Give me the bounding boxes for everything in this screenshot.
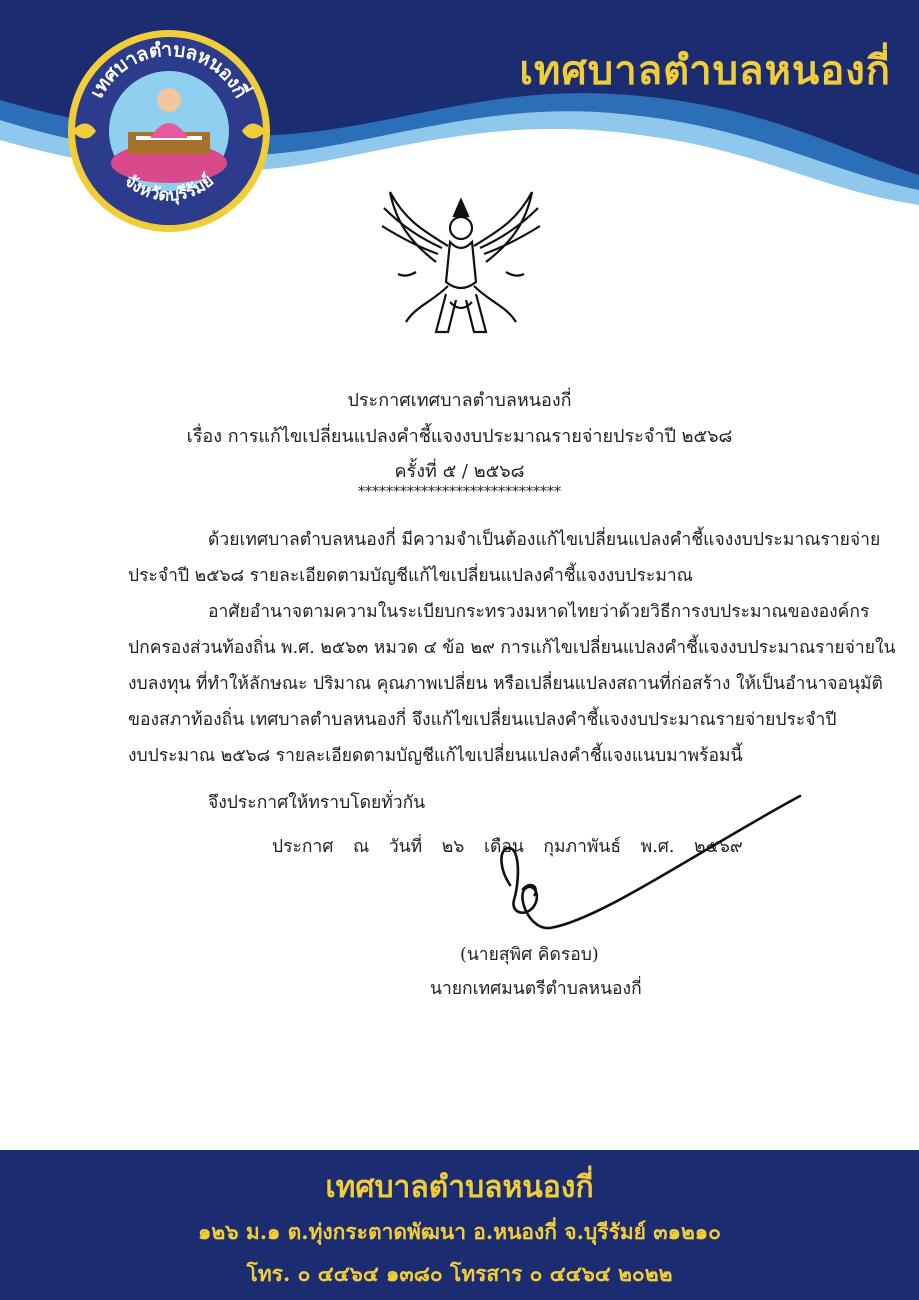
svg-text:จังหวัดบุรีรัมย์: จังหวัดบุรีรัมย์ — [120, 170, 218, 206]
paragraph-line: อาศัยอำนาจตามความในระเบียบกระทรวงมหาดไทยว่าด้วยวิธีการงบประมาณขององค์กร — [208, 602, 870, 622]
paragraph-line: งบลงทุน ที่ทำให้ลักษณะ ปริมาณ คุณภาพเปลี่ยน หรือเปลี่ยนแปลงสถานที่ก่อสร้าง ให้เป็นอำนาจอนุมัติ — [128, 674, 883, 694]
svg-text:เทศบาลตำบลหนองกี่: เทศบาลตำบลหนองกี่ — [85, 38, 253, 102]
announcement-number: ครั้งที่ ๕ / ๒๕๖๘ — [394, 461, 525, 482]
date-announce-label: ประกาศ — [272, 837, 334, 857]
handwritten-signature — [470, 790, 810, 940]
garuda-emblem-icon — [376, 182, 546, 352]
announcement-subject: เรื่อง การแก้ไขเปลี่ยนแปลงคำชี้แจงงบประมาณรายจ่ายประจำปี ๒๕๖๘ — [186, 426, 733, 447]
closing-statement: จึงประกาศให้ทราบโดยทั่วกัน — [208, 793, 426, 813]
paragraph-line: ประจำปี ๒๕๖๘ รายละเอียดตามบัญชีแก้ไขเปลี่ยนแปลงคำชี้แจงงบประมาณ — [128, 566, 693, 586]
paragraph-authority — [128, 594, 896, 774]
footer-org-name: เทศบาลตำบลหนองกี่ — [325, 1170, 594, 1205]
paragraph-line: ด้วยเทศบาลตำบลหนองกี่ มีความจำเป็นต้องแก้ไขเปลี่ยนแปลงคำชี้แจงงบประมาณรายจ่าย — [208, 530, 881, 550]
paragraph-line: ปกครองส่วนท้องถิ่น พ.ศ. ๒๕๖๓ หมวด ๔ ข้อ ๒๙ การแก้ไขเปลี่ยนแปลงคำชี้แจงงบประมาณรายจ่ายใน — [128, 638, 896, 658]
date-day: ๒๖ — [441, 837, 465, 857]
date-month: กุมภาพันธ์ — [543, 837, 622, 857]
date-at-label: ณ — [353, 837, 370, 857]
date-year-label: พ.ศ. — [640, 837, 675, 857]
header-org-name: เทศบาลตำบลหนองกี่ — [519, 48, 891, 94]
date-month-label: เดือน — [484, 837, 524, 857]
announcement-issuer: ประกาศเทศบาลตำบลหนองกี่ — [347, 390, 572, 411]
paragraph-reason — [128, 522, 881, 594]
date-year: ๒๕๖๙ — [694, 837, 743, 857]
paragraph-line: ของสภาท้องถิ่น เทศบาลตำบลหนองกี่ จึงแก้ไขเปลี่ยนแปลงคำชี้แจงงบประมาณรายจ่ายประจำปี — [128, 710, 837, 730]
date-day-label: วันที่ — [388, 837, 423, 857]
separator-line: ***************************** — [358, 484, 561, 500]
signer-name: (นายสุพิศ คิดรอบ) — [460, 945, 599, 965]
signer-title: นายกเทศมนตรีตำบลหนองกี่ — [430, 979, 642, 999]
footer-address: ๑๒๖ ม.๑ ต.ทุ่งกระตาดพัฒนา อ.หนองกี่ จ.บุรีรัมย์ ๓๑๒๑๐ — [198, 1219, 721, 1244]
seal-lettering — [66, 28, 272, 234]
footer — [0, 1150, 919, 1300]
footer-phone: โทร. ๐ ๔๔๖๔ ๑๓๘๐ โทรสาร ๐ ๔๔๖๔ ๒๐๒๒ — [246, 1261, 673, 1286]
paragraph-line: งบประมาณ ๒๕๖๘ รายละเอียดตามบัญชีแก้ไขเปลี่ยนแปลงคำชี้แจงแนบมาพร้อมนี้ — [128, 746, 743, 766]
